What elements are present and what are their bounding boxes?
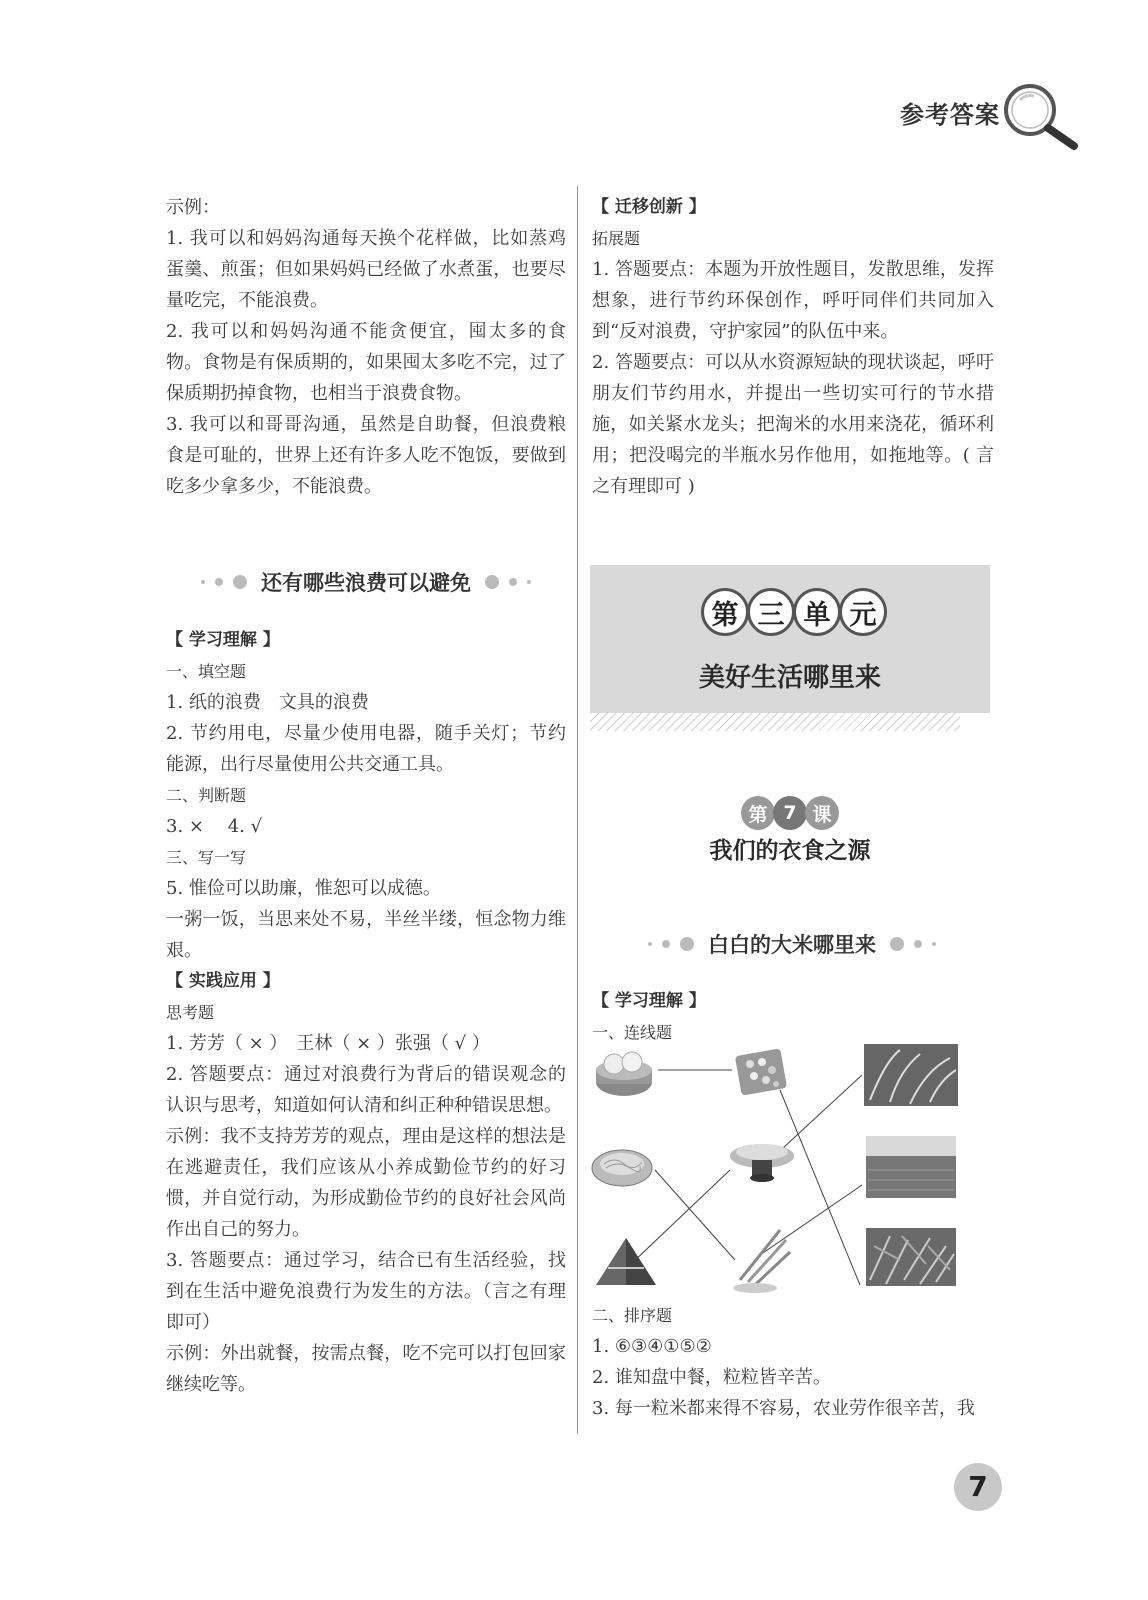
write-answer-1: 5. 惟俭可以助廉，惟恕可以成德。 xyxy=(166,878,441,899)
flour-mill-image xyxy=(730,1144,794,1182)
dots-right-decoration xyxy=(890,937,936,951)
grain-kernels-image xyxy=(735,1048,787,1095)
match-line-2 xyxy=(655,1170,735,1260)
unit-char-1: 第 xyxy=(701,588,749,636)
unit-char-3: 单 xyxy=(793,588,841,636)
lesson-label-pre: 第 xyxy=(741,796,775,830)
order-heading: 二、排序题 xyxy=(592,1306,673,1325)
dots-right-decoration xyxy=(485,575,531,589)
order-answer-2: 2. 谁知盘中餐，粒粒皆辛苦。 xyxy=(592,1367,831,1388)
rice-plant-field-image xyxy=(864,1044,958,1106)
corn-field-image xyxy=(866,1228,956,1286)
right-section-ordering xyxy=(592,1300,994,1424)
steamed-buns-image xyxy=(596,1052,652,1096)
practice-heading: 【 实践应用 】 xyxy=(166,971,280,991)
right-column-top xyxy=(592,192,994,502)
extension-heading: 拓展题 xyxy=(592,229,641,248)
judge-answer: 3. × 4. √ xyxy=(166,816,263,837)
extension-answer-2: 2. 答题要点：可以从水资源短缺的现状谈起，呼吁朋友们节约用水，并提出一些切实可行的节水措施，如关紧水龙头；把淘米的水用来浇花，循环利用；把没喝完的半瓶水另作他用，如拖地等。( 言之有理即可 ) xyxy=(592,352,994,497)
lesson-number: 7 xyxy=(773,796,807,830)
match-line-4 xyxy=(780,1090,860,1285)
fill-answer-1: 1. 纸的浪费 文具的浪费 xyxy=(166,692,369,713)
unit-subtitle: 美好生活哪里来 xyxy=(698,663,881,693)
header-title: 参考答案 xyxy=(900,101,1000,129)
think-heading: 思考题 xyxy=(166,1003,215,1022)
column-divider xyxy=(577,186,578,1434)
section-title-text: 白白的大米哪里来 xyxy=(708,933,876,957)
right-section-head xyxy=(592,986,992,1048)
match-line-3 xyxy=(630,1170,730,1265)
think-answer-4: 3. 答题要点：通过学习，结合已有生活经验，找到在生活中避免浪费行为发生的方法。（言之有理即可） xyxy=(166,1250,566,1333)
extension-answer-1: 1. 答题要点：本题为开放性题目，发散思维，发挥想象，进行节约环保创作，呼吁同伴们共同加入到“反对浪费，守护家园”的队伍中来。 xyxy=(592,259,994,342)
think-answer-2: 2. 答题要点：通过对浪费行为背后的错误观念的认识与思考，知道如何认清和纠正种种错误思想。 xyxy=(166,1064,566,1116)
matching-diagram xyxy=(590,1040,970,1300)
dots-left-decoration xyxy=(201,575,247,589)
lesson-title: 我们的衣食之源 xyxy=(709,838,871,864)
think-answer-5: 示例：外出就餐，按需点餐，吃不完可以打包回家继续吃等。 xyxy=(166,1343,566,1395)
section-title-left xyxy=(166,566,566,598)
example-item-1: 1. 我可以和妈妈沟通每天换个花样做，比如蒸鸡蛋羹、煎蛋；但如果妈妈已经做了水煮蛋，也要尽量吃完，不能浪费。 xyxy=(166,228,566,311)
noodles-image xyxy=(592,1150,652,1186)
unit-hatch-decoration xyxy=(590,713,960,731)
page-number: 7 xyxy=(968,1470,988,1503)
dots-left-decoration xyxy=(648,937,694,951)
order-answer-3: 3. 每一粒米都来得不容易，农业劳作很辛苦，我 xyxy=(592,1398,975,1419)
think-answer-3: 示例：我不支持芳芳的观点，理由是这样的想法是在逃避责任，我们应该从小养成勤俭节约的好习惯，并自觉行动，为形成勤俭节约的良好社会风尚作出自己的努力。 xyxy=(166,1126,566,1240)
section-title-right xyxy=(592,928,992,960)
write-heading: 三、写一写 xyxy=(166,848,247,867)
lesson-label-post: 课 xyxy=(805,796,839,830)
example-label: 示例： xyxy=(166,197,220,218)
judge-heading: 二、判断题 xyxy=(166,786,247,805)
example-item-3: 3. 我可以和哥哥沟通，虽然是自助餐，但浪费粮食是可耻的，世界上还有许多人吃不饱饭，要做到吃多少拿多少，不能浪费。 xyxy=(166,414,566,497)
transfer-heading: 【 迁移创新 】 xyxy=(592,197,706,217)
fill-answer-2: 2. 节约用电，尽量少使用电器，随手关灯；节约能源，出行尽量使用公共交通工具。 xyxy=(166,723,566,775)
unit-banner xyxy=(590,565,990,713)
section-title-text: 还有哪些浪费可以避免 xyxy=(261,571,471,595)
think-answer-1: 1. 芳芳（ × ） 王林（ × ）张强（ √ ） xyxy=(166,1033,490,1054)
zongzi-image xyxy=(596,1238,656,1285)
left-section-body xyxy=(166,625,566,1400)
magnifier-icon xyxy=(1000,80,1080,152)
left-column-top xyxy=(166,192,566,502)
match-line-6 xyxy=(760,1185,862,1255)
wheat-ears-image xyxy=(733,1230,790,1293)
order-answer-1: 1. ⑥③④①⑤② xyxy=(592,1336,712,1357)
write-answer-2: 一粥一饭，当思来处不易，半丝半缕，恒念物力维艰。 xyxy=(166,909,566,961)
unit-char-4: 元 xyxy=(839,588,887,636)
fill-heading: 一、填空题 xyxy=(166,662,247,681)
wheat-field-image xyxy=(866,1136,956,1198)
example-item-2: 2. 我可以和妈妈沟通不能贪便宜，囤太多的食物。食物是有保质期的，如果囤太多吃不完，过了保质期扔掉食物，也相当于浪费食物。 xyxy=(166,321,566,404)
study-heading: 【 学习理解 】 xyxy=(166,630,280,650)
unit-char-2: 三 xyxy=(747,588,795,636)
match-heading: 一、连线题 xyxy=(592,1023,673,1042)
study-heading: 【 学习理解 】 xyxy=(592,991,706,1011)
